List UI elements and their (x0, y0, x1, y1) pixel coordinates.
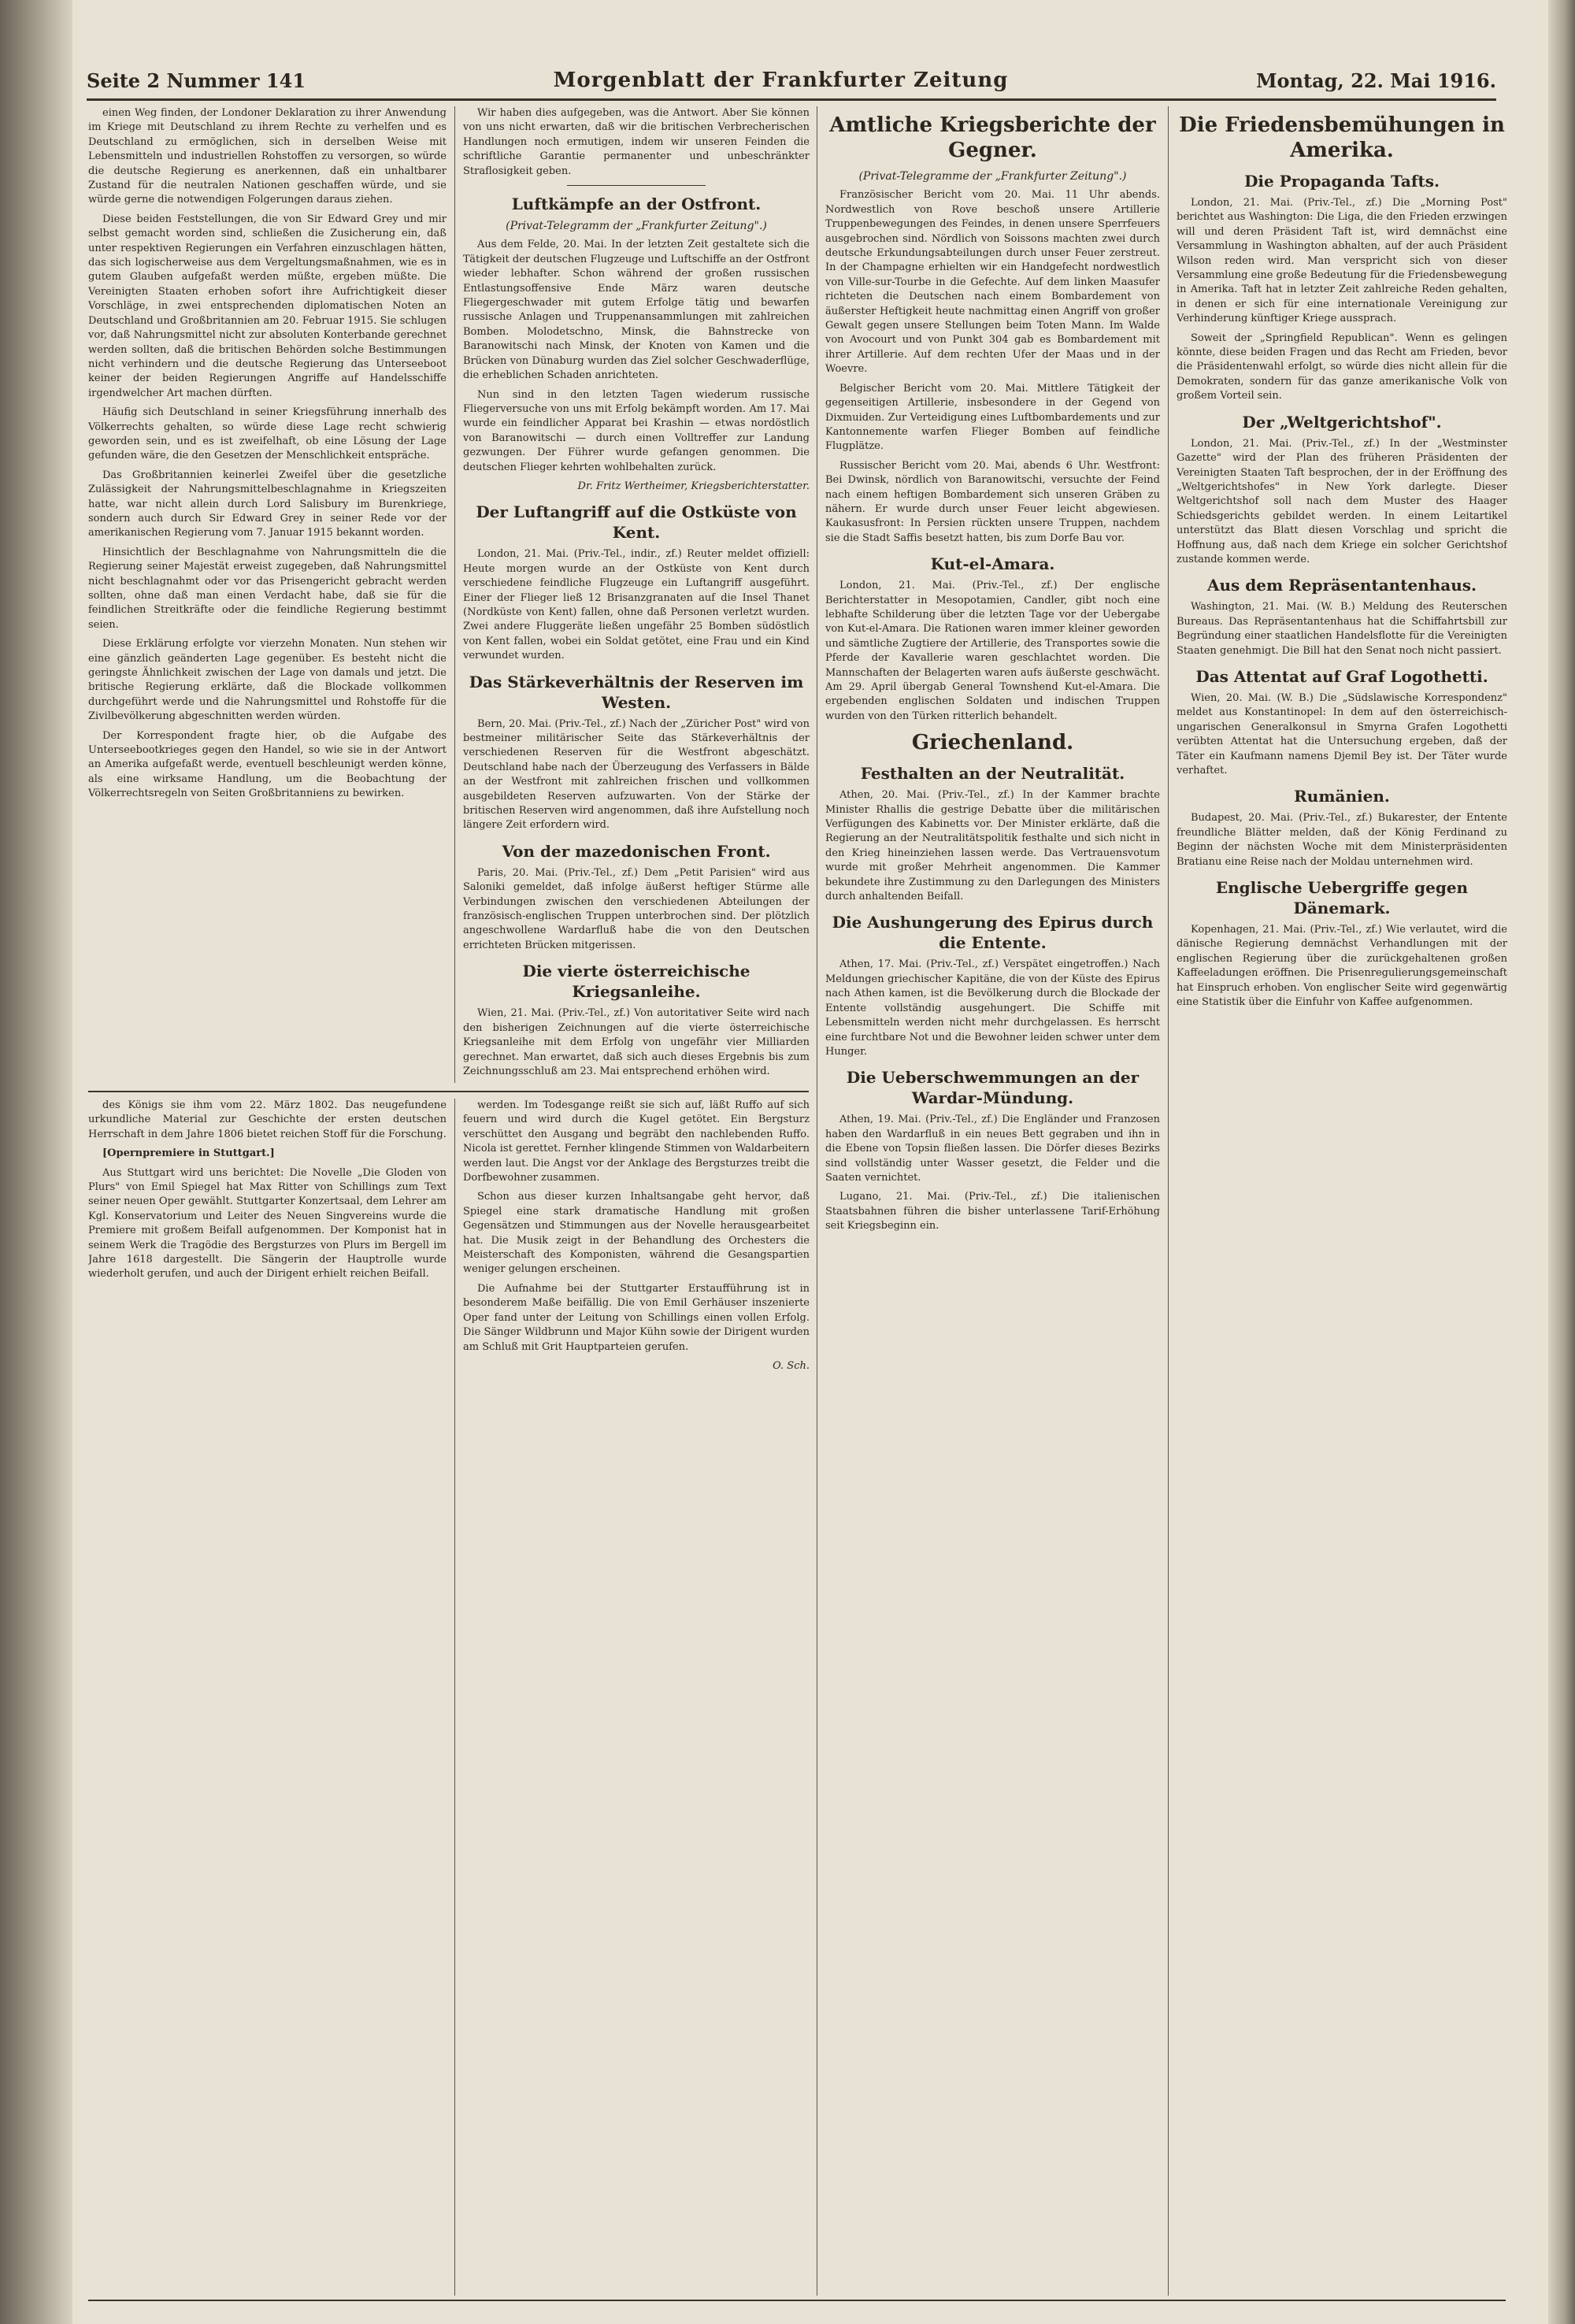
article-text: Athen, 17. Mai. (Priv.-Tel., zf.) Verspätet eingetroffen.) Nach Meldungen griechischer Kapitäne, die von der Küste des Epirus nach Athen kamen, ist die Bevölkerung durch die Blockade der Entente vollständig ausgehungert. Die Schiffe mit Lebensmitteln werden nicht mehr durchgelassen. Es herrscht eine furchtbare Not und die Bewohner leiden schwer unter dem Hunger. (825, 958, 1160, 1058)
headline: Der „Weltgerichtshof". (1242, 412, 1442, 432)
article-text: Bern, 20. Mai. (Priv.-Tel., zf.) Nach der „Züricher Post" wird von bestmeiner militärischer Seite das Stärkeverhältnis der verschiedenen Reserven für die Westfront abgeschätzt. Deutschland habe nach der Überzeugung des Verfassers in Bälde an der Westfront mit zahlreichen frischen und vollkommen ausgebildeten Reserven aufzuwarten. Von der Stärke der britischen Reserven wird angenommen, daß ihre Aufstellung noch längere Zeit erfordern wird. (463, 717, 810, 832)
column-1 (88, 106, 447, 1083)
article-text: Nun sind in den letzten Tagen wiederum russische Fliegerversuche von uns mit Erfolg bekämpft worden. Am 17. Mai wurde ein feindlicher Apparat bei Krashin — etwas nordöstlich von Baranowitschi — durch einen Volltreffer zur Landung gezwungen. Der Führer wurde gefangen genommen. Die deutschen Flieger kehrten wohlbehalten zurück. (463, 388, 810, 473)
headline: Englische Uebergriffe gegen Dänemark. (1215, 878, 1469, 918)
article-text: Hinsichtlich der Beschlagnahme von Nahrungsmitteln die die Regierung seiner Majestät erweist zugegeben, daß Nahrungsmittel nicht beschlagnahmt oder vor das Prisengericht gebracht werden sollten, ohne daß man einen Verdacht habe, daß sie für die feindlichen Streitkräfte oder die feindliche Regierung bestimmt seien. (88, 546, 447, 631)
masthead-rule (87, 98, 1496, 101)
headline: Das Stärkeverhältnis der Reserven im Westen. (469, 672, 804, 712)
feuilleton-middle (463, 1099, 810, 2296)
article-text: werden. Im Todesgange reißt sie sich auf, läßt Ruffo auf sich feuern und wird durch die Kugel getötet. Ein Bergsturz verschüttet den Ausgang und begräbt den nachlebenden Ruffo. Nicola ist gerettet. Fernher klingende Stimmen von Waldarbeitern werden laut. Die Angst vor der Anklage des Bergsturzes treibt die Dorfbewohner zusammen. (463, 1099, 810, 1184)
article-text: Französischer Bericht vom 20. Mai. 11 Uhr abends. Nordwestlich von Rove beschoß unsere Artillerie Truppenbewegungen des Feindes, in denen unsere Sperrfeuers ausgebrochen sind. Nördlich von Soissons machten zwei durch deutsche Erkundungsabteilungen durch unser Feuer zerstreut. In der Champagne erhielten wir ein Handgefecht nordwestlich von Ville-sur-Tourbe in die Gefechte. Auf dem linken Maasufer richteten die Deutschen nach einem Bombardement von äußerster Heftigkeit heute nachmittag einen Angriff von großer Gewalt gegen unsere Stellungen beim Toten Mann. Im Walde von Avocourt und von Punkt 304 gab es Bombardement mit ihrer Artillerie. Auf dem rechten Ufer der Maas und in der Woevre. (825, 189, 1160, 376)
separator (567, 185, 706, 186)
subheadline: Die Propaganda Tafts. (1244, 172, 1440, 191)
article-text: einen Weg finden, der Londoner Deklaration zu ihrer Anwendung im Kriege mit Deutschland zu ihrem Rechte zu verhelfen und es Deutschland zu ermöglichen, sich in derselben Weise mit Lebensmitteln und industriellen Rohstoffen zu versorgen, so würde die deutsche Regierung es anerkennen, daß ein unhaltbarer Zustand für die neutralen Nationen geschaffen würde, und sie würde gerne die notwendigen Folgerungen daraus ziehen. (88, 107, 447, 206)
article-text: Wien, 20. Mai. (W. B.) Die „Südslawische Korrespondenz" meldet aus Konstantinopel: In dem auf den österreichisch-ungarischen Generalkonsul in Smyrna Grafen Logothetti verübten Attentat hat die Untersuchung ergeben, daß der Täter ein Kaufmann namens Djemil Bey ist. Der Täter wurde verhaftet. (1177, 691, 1507, 777)
headline: Luftkämpfe an der Ostfront. (511, 195, 762, 214)
article-text: Paris, 20. Mai. (Priv.-Tel., zf.) Dem „Petit Parisien" wird aus Saloniki gemeldet, daß infolge äußerst heftiger Stürme alle Verbindungen zwischen den verschiedenen Abteilungen der französisch-englischen Truppen unterbrochen sind. Der plötzlich angeschwollene Wardarfluß habe die von den Deutschen errichteten Brücken mitgerissen. (463, 866, 810, 951)
headline: Von der mazedonischen Front. (502, 841, 771, 861)
article-text: Athen, 19. Mai. (Priv.-Tel., zf.) Die Engländer und Franzosen haben den Wardarfluß in ein neues Bett gegraben und ihn in die Ebene von Topsin fließen lassen. Die Dörfer dieses Bezirks sind vollständig unter Wasser gesetzt, die Felder und die Saaten vernichtet. (825, 1114, 1160, 1184)
subheadline: (Privat-Telegramme der „Frankfurter Zeitung".) (858, 170, 1127, 183)
headline: Der Luftangriff auf die Ostküste von Kent. (476, 502, 797, 543)
article-text: London, 21. Mai. (Priv.-Tel., indir., zf.) Reuter meldet offiziell: Heute morgen wurde an der Ostküste von Kent durch verschiedene feindliche Flugzeuge ein Luftangriff ausgeführt. Einer der Flieger ließ 12 Brisanzgranaten auf die Insel Thanet (Nordküste von Kent) fallen, ohne daß Personen verletzt wurden. Zwei andere Fluggeräte ließen ungefähr 25 Bomben südöstlich von Kent fallen, wobei ein Soldat getötet, eine Frau und ein Kind verwundet wurden. (463, 548, 810, 662)
article-text: Aus Stuttgart wird uns berichtet: Die Novelle „Die Gloden von Plurs" von Emil Spiegel hat Max Ritter von Schillings zum Text seiner neuen Oper gewählt. Stuttgarter Konzertsaal, dem Lehrer am Kgl. Konservatorium und Leiter des Neuen Singvereins wurde die Premiere mit großem Beifall aufgenommen. Der Komponist hat in seinem Werk die Tragödie des Bergsturzes von Plurs im Bergell im Jahre 1618 dargestellt. Die Sängerin der Hauptrolle wurde wiederholt gerufen, und auch der Dirigent erhielt reichen Beifall. (88, 1166, 447, 1281)
headline: Griechenland. (911, 731, 1074, 755)
article-text: Wien, 21. Mai. (Priv.-Tel., zf.) Von autoritativer Seite wird nach den bisherigen Zeichnungen auf die vierte österreichische Kriegsanleihe mit dem Erfolg von ungefähr vier Milliarden gerechnet. Man erwartet, daß sich auch dieses Ergebnis bis zum Zeichnungsschluß am 23. Mai entsprechend erhöhen wird. (463, 1007, 810, 1077)
page-number: Seite 2 Nummer 141 (87, 69, 306, 92)
article-text: Das Großbritannien keinerlei Zweifel über die gesetzliche Zulässigkeit der Nahrungsmittelbeschlagnahme in Kriegszeiten hatte, war nicht allein durch Lord Salisbury im Burenkriege, sondern auch durch Sir Edward Grey in seiner Rede vor der amerikanischen Regierung vom 7. Januar 1915 bekannt worden. (88, 469, 447, 539)
headline: Rumänien. (1294, 787, 1390, 806)
article-text: Washington, 21. Mai. (W. B.) Meldung des Reuterschen Bureaus. Das Repräsentantenhaus hat die Schiffahrtsbill zur Begründung einer staatlichen Handelsflotte für die Vereinigten Staaten genehmigt. Die Bill hat den Senat noch nicht passiert. (1177, 601, 1507, 657)
article-text: Budapest, 20. Mai. (Priv.-Tel., zf.) Bukarester, der Entente freundliche Blätter melden, daß der König Ferdinand zu Beginn der nächsten Woche mit dem Ministerpräsidenten Bratianu eine Reise nach der Moldau unternehmen wird. (1177, 812, 1507, 868)
bottom-rule (88, 2300, 1506, 2301)
byline: Dr. Fritz Wertheimer, Kriegsberichterstatter. (577, 480, 810, 492)
article-text: Der Korrespondent fragte hier, ob die Aufgabe des Unterseebootkrieges gegen den Handel, so wie sie in der Antwort an Amerika aufgefaßt werde, eventuell beschleunigt werden könne, als eine wirksame Handlung, um die Beobachtung der Völkerrechtsregeln von Seiten Großbritanniens zu bewirken. (88, 729, 447, 800)
masthead (87, 65, 1496, 96)
article-text: Kopenhagen, 21. Mai. (Priv.-Tel., zf.) Wie verlautet, wird die dänische Regierung demnächst Verhandlungen mit der englischen Regierung über die zurückgehaltenen großen Kaffeeladungen eröffnen. Die Prisenregulierungsgemeinschaft hat Einspruch erhoben. Von englischer Seite wird gegenwärtig eine Statistik über die Einfuhr von Kaffee aufgenommen. (1177, 924, 1507, 1009)
headline: Die Aushungerung des Epirus durch die Entente. (832, 913, 1154, 953)
article-text: London, 21. Mai. (Priv.-Tel., zf.) In der „Westminster Gazette" wird der Plan des früheren Präsidenten der Vereinigten Staaten Taft besprochen, der in der Eröffnung des „Weltgerichtshofes" in New York darlegte. Dieser Weltgerichtshof soll nach dem Muster des Haager Schiedsgerichts gebildet werden. In einem Leitartikel unterstützt das Blatt diesen Vorschlag und spricht die Hoffnung aus, daß nach dem Kriege ein solcher Gerichtshof zustande kommen werde. (1177, 437, 1507, 565)
issue-date: Montag, 22. Mai 1916. (1255, 69, 1496, 92)
headline: Die Friedensbemühungen in Amerika. (1179, 113, 1505, 162)
article-text: des Königs sie ihm vom 22. März 1802. Das neugefundene urkundliche Material zur Geschichte der ersten deutschen Herrschaft in dem Jahre 1806 bietet reichen Stoff für die Forschung. (88, 1099, 447, 1140)
article-text: Soweit der „Springfield Republican". Wenn es gelingen könnte, diese beiden Fragen und das Recht am Frieden, bevor die Präsidentenwahl erfolgt, so würde dies nicht allein für die Demokraten, sondern für das ganze amerikanische Volk von großem Vorteil sein. (1177, 332, 1507, 402)
article-text: Wir haben dies aufgegeben, was die Antwort. Aber Sie können von uns nicht erwarten, daß wir die britischen Verbrecherischen Handlungen noch ermutigen, indem wir unseren Feinden die schriftliche Garantie permanenter und unbeschränkter Straflosigkeit geben. (463, 107, 810, 177)
article-text: Die Aufnahme bei der Stuttgarter Erstaufführung ist in besonderem Maße beifällig. Die von Emil Gerhäuser inszenierte Oper fand unter der Leitung von Schillings einen vollen Erfolg. Die Sänger Wildbrunn und Major Kühn sowie der Dirigent wurden am Schluß mit Grit Hauptparteien gerufen. (463, 1282, 810, 1353)
headline: Amtliche Kriegsberichte der Gegner. (829, 113, 1156, 162)
article-text: Belgischer Bericht vom 20. Mai. Mittlere Tätigkeit der gegenseitigen Artillerie, insbesondere in der Gegend von Dixmuiden. Zur Verteidigung eines Luftbombardements und zur Kantonnemente warfen Flieger Bomben auf feindliche Flugplätze. (825, 382, 1160, 453)
article-text: Häufig sich Deutschland in seiner Kriegsführung innerhalb des Völkerrechts gehalten, so würde diese Lage recht schwierig geworden sein, und es ist zweifelhaft, ob eine Lösung der Lage gefunden wäre, die den Gesetzen der Menschlichkeit entspräche. (88, 406, 447, 462)
column-rule (454, 1099, 455, 2296)
subheadline: Festhalten an der Neutralität. (860, 764, 1125, 784)
headline: Die Ueberschwemmungen an der Wardar-Mündung. (846, 1068, 1140, 1108)
subheadline: (Privat-Telegramm der „Frankfurter Zeitung".) (506, 220, 767, 233)
page-edge (1548, 0, 1575, 2324)
article-text: Lugano, 21. Mai. (Priv.-Tel., zf.) Die italienischen Staatsbahnen führen die bisher unterlassene Tarif-Erhöhung seit Kriegsbeginn ein. (825, 1191, 1160, 1232)
column-4 (1177, 106, 1507, 2296)
article-text: Diese beiden Feststellungen, die von Sir Edward Grey und mir selbst gemacht worden sind, schließen die Zusicherung ein, daß unter respektiven Regierungen ein Verfahren einzuschlagen hätten, das sich logischerweise aus dem Vergeltungsmaßnahmen, wie es in gutem Glauben aufgefaßt werden müßte, ergeben müßte. Die Vereinigten Staaten erhoben sofort ihre Aufrichtigkeit dieser Vorschläge, in zwei entsprechenden diplomatischen Noten an Deutschland und Großbritannien am 20. Februar 1915. Sie schlugen vor, daß Nahrungsmittel nicht zur absoluten Konterbande gerechnet werden sollten, daß die britischen Behörden solche Bestimmungen nicht verhindern und die deutsche Regierung das Unterseeboot keiner der beiden Regierungen Angriffe auf Handelsschiffe irgendwelcher Art machen dürften. (88, 213, 447, 399)
column-rule (1168, 106, 1169, 2296)
headline: Die vierte österreichische Kriegsanleihe. (522, 962, 750, 1002)
feuilleton-left (88, 1099, 447, 2296)
article-text: London, 21. Mai. (Priv.-Tel., zf.) Der englische Berichterstatter in Mesopotamien, Candler, gibt noch eine lebhafte Schilderung über die letzten Tage vor der Uebergabe von Kut-el-Amara. Die Rationen waren immer kleiner geworden und sämtliche Zugtiere der Artillerie, des Transportes sowie die Pferde der Kavallerie waren geschlachtet worden. Die Mannschaften der Belagerten waren aufs äußerste geschwächt. Am 29. April übergab General Townshend Kut-el-Amara. Die ergebenden englischen Soldaten und indischen Truppen wurden von den Türken ritterlich behandelt. (825, 580, 1160, 722)
article-text: Schon aus dieser kurzen Inhaltsangabe geht hervor, daß Spiegel eine stark dramatische Handlung mit großen Gegensätzen und Stimmungen aus der Novelle herausgearbeitet hat. Die Musik zeigt in der Behandlung des Orchesters die Meisterschaft des Komponisten, während die Gesangspartien weniger gelungen erscheinen. (463, 1191, 810, 1276)
article-text: London, 21. Mai. (Priv.-Tel., zf.) Die „Morning Post" berichtet aus Washington: Die Liga, die den Frieden erzwingen will und deren Präsident Taft ist, wird demnächst eine Versammlung in Washington abhalten, auf der auch Präsident Wilson reden wird. Man verspricht sich von dieser Versammlung eine große Bedeutung für die Friedensbewegung in Amerika. Taft hat in letzter Zeit zahlreiche Reden gehalten, in denen er sich für eine internationale Vereinigung zur Verhinderung künftiger Kriege aussprach. (1177, 197, 1507, 325)
column-rule (454, 106, 455, 1083)
headline: Kut-el-Amara. (930, 554, 1055, 574)
article-text: Russischer Bericht vom 20. Mai, abends 6 Uhr. Westfront: Bei Dwinsk, nördlich von Baranowitschi, versuchte der Feind nach einem heftigen Bombardement sich unseren Gräben zu nähern. Er wurde durch unser Feuer leicht abgewiesen. Kaukasusfront: In Persien rückten unsere Truppen, nachdem sie die Stadt Saffis besetzt hatten, bis zum Dorfe Bau vor. (825, 459, 1160, 544)
article-text: Aus dem Felde, 20. Mai. In der letzten Zeit gestaltete sich die Tätigkeit der deutschen Flugzeuge und Luftschiffe an der Ostfront wieder lebhafter. Schon während der großen russischen Entlastungsoffensive Ende März waren deutsche Fliegergeschwader mit gutem Erfolge tätig und bewarfen russische Anlagen und Truppenansammlungen mit zahlreichen Bomben. Molodetschno, Minsk, die Bahnstrecke von Baranowitschi nach Minsk, der Knoten von Kamen und die Brücken von Dünaburg wurden das Ziel solcher Geschwaderflüge, die erheblichen Schaden anrichteten. (463, 239, 810, 382)
feuilleton-rule (88, 1091, 809, 1092)
headline: Aus dem Repräsentantenhaus. (1207, 576, 1477, 595)
article-text: Athen, 20. Mai. (Priv.-Tel., zf.) In der Kammer brachte Minister Rhallis die gestrige Debatte über die militärischen Verfügungen des Kabinetts vor. Der Minister erklärte, daß die Regierung an der Neutralitätspolitik festhalte und sich nicht in den Krieg hineinziehen lassen werde. Das Vertrauensvotum wurde mit großer Mehrheit angenommen. Die Kammer bekundete ihre Zustimmung zu den Darlegungen des Ministers durch anhaltenden Beifall. (825, 789, 1160, 903)
book-binding (0, 0, 72, 2324)
section-heading: [Opernpremiere in Stuttgart.] (102, 1147, 275, 1160)
headline: Das Attentat auf Graf Logothetti. (1195, 666, 1488, 686)
article-text: Diese Erklärung erfolgte vor vierzehn Monaten. Nun stehen wir eine gänzlich geänderten Lage gegenüber. Es besteht nicht die geringste Ähnlichkeit zwischen der Lage von damals und jetzt. Die britische Regierung erklärte, daß die Blockade vollkommen durchgeführt werde und die Nahrungsmittel und Rohstoffe für die Zivilbevölkerung abgeschnitten werden würden. (88, 638, 447, 723)
author-initials: O. Sch. (773, 1359, 810, 1372)
column-3 (825, 106, 1160, 2296)
newspaper-title: Morgenblatt der Frankfurter Zeitung (553, 69, 1009, 92)
